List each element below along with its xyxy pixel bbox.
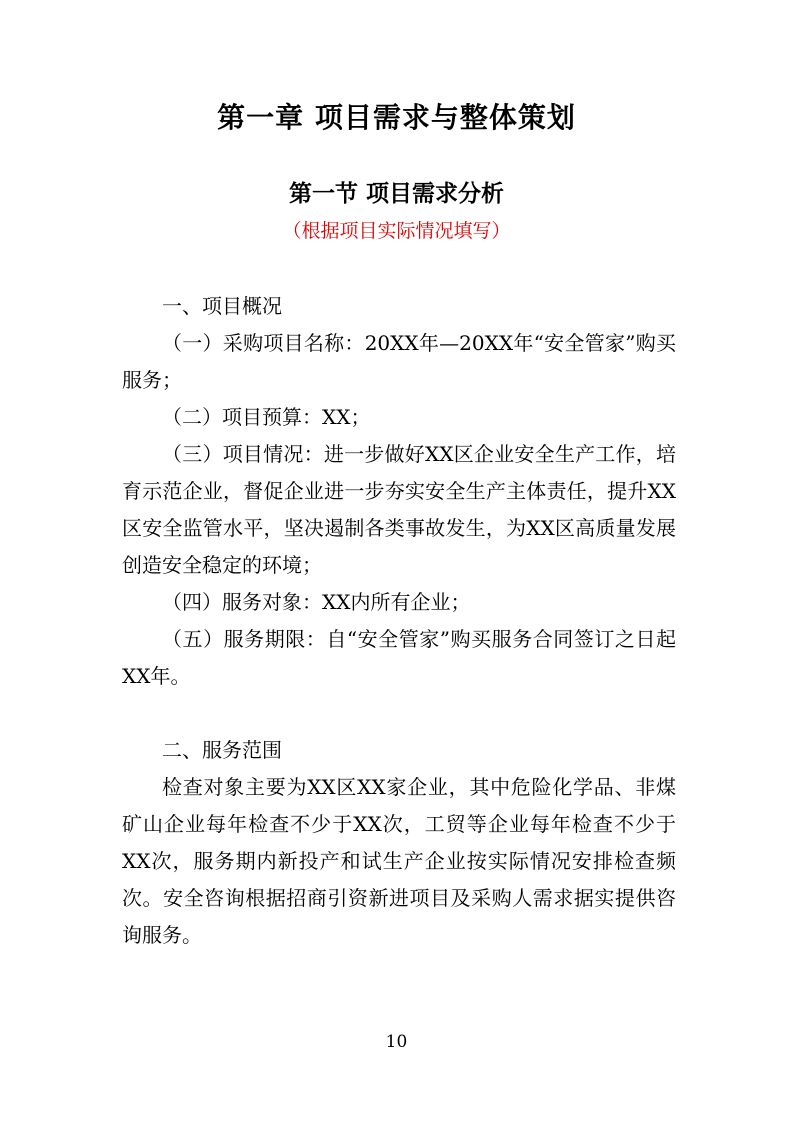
service-target-item: （四）服务对象：XX内所有企业； [162, 590, 471, 614]
part2-heading: 二、服务范围 [162, 738, 282, 762]
document-body [122, 288, 676, 954]
service-scope-paragraph: 检查对象主要为XX区XX家企业，其中危险化学品、非煤矿山企业每年检查不少于XX次，工贸等企业每年检查不少于XX次，服务期内新投产和试生产企业按实际情况安排检查频次。安全咨询根据招商引资新进项目及采购人需求据实提供咨询服务。 [122, 775, 676, 947]
page-number: 10 [385, 1032, 408, 1052]
service-period-item: （五）服务期限：自“安全管家”购买服务合同签订之日起XX年。 [122, 627, 676, 688]
section-title: 第一节 项目需求分析 [288, 180, 504, 207]
section-note: （根据项目实际情况填写） [282, 220, 511, 242]
paragraph-gap [122, 695, 676, 732]
chapter-title: 第一章 项目需求与整体策划 [217, 101, 576, 134]
project-situation-item: （三）项目情况：进一步做好XX区企业安全生产工作，培育示范企业，督促企业进一步夯实安全生产主体责任，提升XX区安全监管水平，坚决遏制各类事故发生，为XX区高质量发展创造安全稳定的环境； [122, 442, 676, 577]
part1-heading: 一、项目概况 [162, 294, 282, 318]
project-name-item: （一）采购项目名称：20XX年—20XX年“安全管家”购买服务； [122, 331, 676, 392]
project-budget-item: （二）项目预算：XX； [162, 405, 371, 429]
